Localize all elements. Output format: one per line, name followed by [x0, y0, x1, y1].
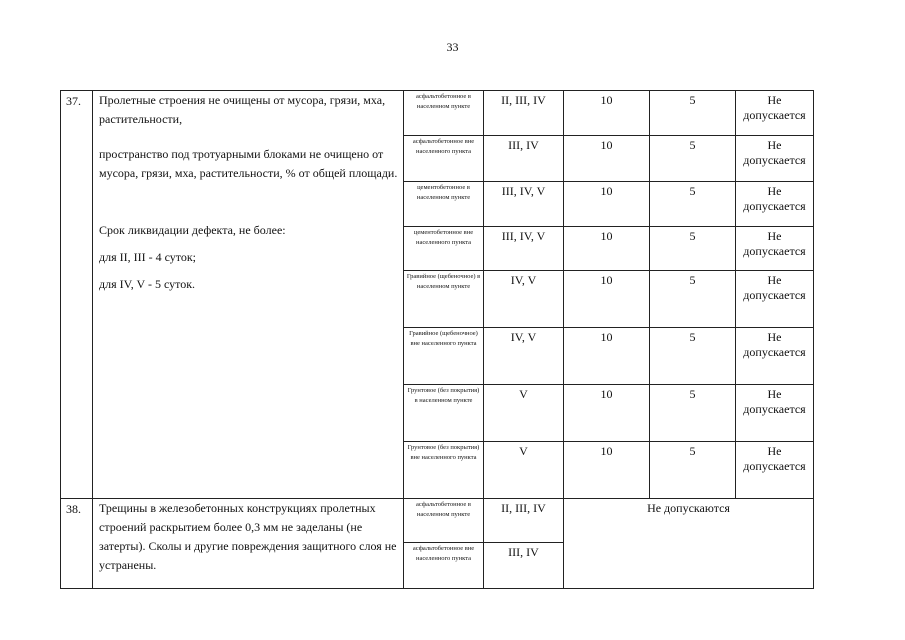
- description-line: Пролетные строения не очищены от мусора, грязи, мха, растительности,: [99, 93, 386, 126]
- road-category: IV, V: [484, 271, 564, 328]
- description-line: Срок ликвидации дефекта, не более:: [99, 223, 286, 237]
- status-cell: Не допускается: [736, 271, 814, 328]
- value-2: 5: [650, 227, 736, 271]
- value-2: 5: [650, 136, 736, 182]
- road-category: V: [484, 385, 564, 442]
- defects-table: [60, 90, 814, 589]
- value-2: 5: [650, 385, 736, 442]
- table-row: [61, 499, 814, 543]
- value-2: 5: [650, 442, 736, 499]
- status-cell: Не допускается: [736, 328, 814, 385]
- status-cell: Не допускается: [736, 91, 814, 136]
- road-type: Грунтовое (без покрытия) в населенном пункте: [404, 385, 484, 442]
- value-1: 10: [564, 271, 650, 328]
- status-cell: Не допускается: [736, 136, 814, 182]
- road-type: Грунтовое (без покрытия) вне населенного пункта: [404, 442, 484, 499]
- row-number: 37.: [61, 91, 93, 499]
- road-type: асфальтобетонное вне населенного пункта: [404, 136, 484, 182]
- road-category: V: [484, 442, 564, 499]
- defect-description: Трещины в железобетонных конструкциях пролетных строений раскрытием более 0,3 мм не заделаны (не затерты). Сколы и другие повреждения защитного слоя не устранены.: [93, 499, 404, 589]
- description-line: пространство под тротуарными блоками не очищено от мусора, грязи, мха, растительности, % от общей площади.: [99, 147, 398, 180]
- road-category: III, IV, V: [484, 182, 564, 227]
- road-type: асфальтобетонное вне населенного пункта: [404, 543, 484, 589]
- road-type: асфальтобетонное в населенном пункте: [404, 499, 484, 543]
- value-1: 10: [564, 136, 650, 182]
- road-category: II, III, IV: [484, 499, 564, 543]
- road-type: Гравийное (щебеночное) в населенном пункте: [404, 271, 484, 328]
- value-2: 5: [650, 182, 736, 227]
- page-number: 33: [446, 40, 459, 54]
- road-type: Гравийное (щебеночное) вне населенного пункта: [404, 328, 484, 385]
- value-1: 10: [564, 385, 650, 442]
- road-category: III, IV, V: [484, 227, 564, 271]
- value-2: 5: [650, 271, 736, 328]
- road-type: цементобетонное в населенном пункте: [404, 182, 484, 227]
- value-2: 5: [650, 328, 736, 385]
- merged-status: Не допускаются: [564, 499, 814, 589]
- value-1: 10: [564, 227, 650, 271]
- value-1: 10: [564, 182, 650, 227]
- value-1: 10: [564, 91, 650, 136]
- description-line: для IV, V - 5 суток.: [99, 277, 196, 291]
- status-cell: Не допускается: [736, 385, 814, 442]
- value-1: 10: [564, 442, 650, 499]
- road-category: III, IV: [484, 136, 564, 182]
- status-cell: Не допускается: [736, 182, 814, 227]
- table-row: [61, 91, 814, 136]
- road-type: цементобетонное вне населенного пункта: [404, 227, 484, 271]
- value-1: 10: [564, 328, 650, 385]
- status-cell: Не допускается: [736, 227, 814, 271]
- value-2: 5: [650, 91, 736, 136]
- road-category: II, III, IV: [484, 91, 564, 136]
- defect-description: [93, 91, 404, 499]
- status-cell: Не допускается: [736, 442, 814, 499]
- road-category: IV, V: [484, 328, 564, 385]
- description-line: для II, III - 4 суток;: [99, 250, 197, 264]
- road-type: асфальтобетонное в населенном пункте: [404, 91, 484, 136]
- row-number: 38.: [61, 499, 93, 589]
- road-category: III, IV: [484, 543, 564, 589]
